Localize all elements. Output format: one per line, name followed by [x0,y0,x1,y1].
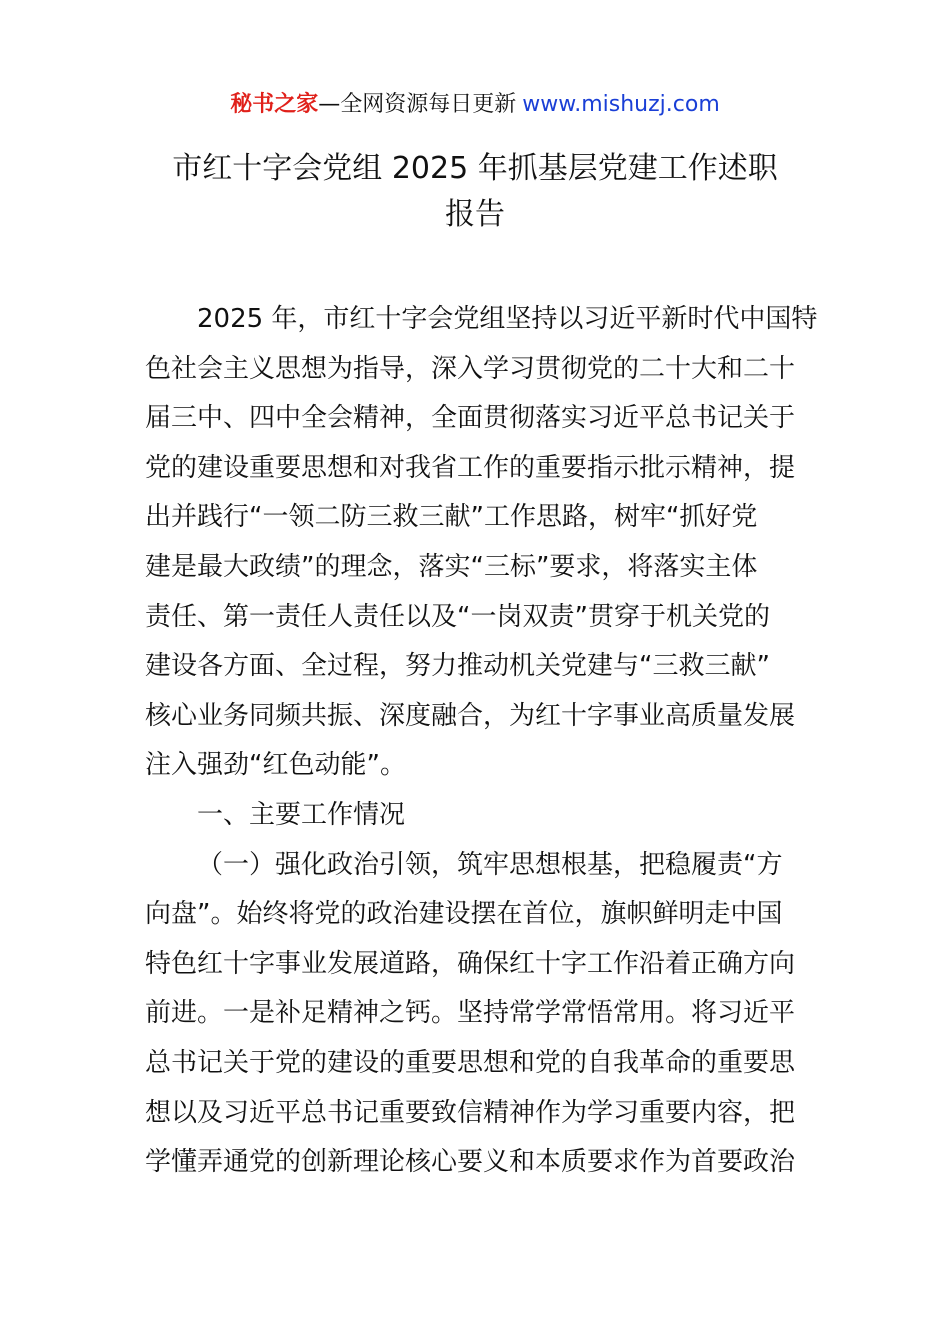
section-paragraph [145,841,807,1188]
text-line: 建设各方面、全过程，努力推动机关党建与“三救三献” [145,651,770,682]
site-header [0,90,950,120]
brand-name: 秘书之家 [230,92,319,117]
text-line: 届三中、四中全会精神，全面贯彻落实习近平总书记关于 [145,403,796,434]
text-line: 核心业务同频共振、深度融合，为红十字事业高质量发展 [145,700,796,731]
text-line: 总书记关于党的建设的重要思想和党的自我革命的重要思 [145,1047,796,1078]
document-body [145,295,818,1188]
text-line: 向盘”。始终将党的政治建设摆在首位，旗帜鲜明走中国 [145,899,783,930]
document-title [120,146,830,238]
intro-paragraph [145,295,818,791]
title-line-2: 报告 [445,197,505,232]
text-line: 特色红十字事业发展道路，确保红十字工作沿着正确方向 [145,948,796,979]
text-line: 想以及习近平总书记重要致信精神作为学习重要内容，把 [145,1097,796,1128]
text-line: 注入强劲“红色动能”。 [145,750,406,781]
text-line: 党的建设重要思想和对我省工作的重要指示批示精神，提 [145,452,796,483]
text-line: 建是最大政绩”的理念，落实“三标”要求，将落实主体 [145,551,758,582]
text-line: 色社会主义思想为指导，深入学习贯彻党的二十大和二十 [145,353,796,384]
header-tagline: —全网资源每日更新 [318,92,517,117]
text-line: 学懂弄通党的创新理论核心要义和本质要求作为首要政治 [145,1147,796,1178]
site-link[interactable]: www.mishuzj.com [522,92,720,117]
text-line: 2025 年，市红十字会党组坚持以习近平新时代中国特 [197,304,818,334]
title-line-1: 市红十字会党组 2025 年抓基层党建工作述职 [172,151,778,186]
text-line: 责任、第一责任人责任以及“一岗双责”贯穿于机关党的 [145,601,770,632]
text-line: 出并践行“一领二防三救三献”工作思路，树牢“抓好党 [145,502,758,533]
section-heading: 一、主要工作情况 [197,799,406,830]
text-line: 前进。一是补足精神之钙。坚持常学常悟常用。将习近平 [145,998,796,1029]
text-line: （一）强化政治引领，筑牢思想根基，把稳履责“方 [197,849,783,880]
